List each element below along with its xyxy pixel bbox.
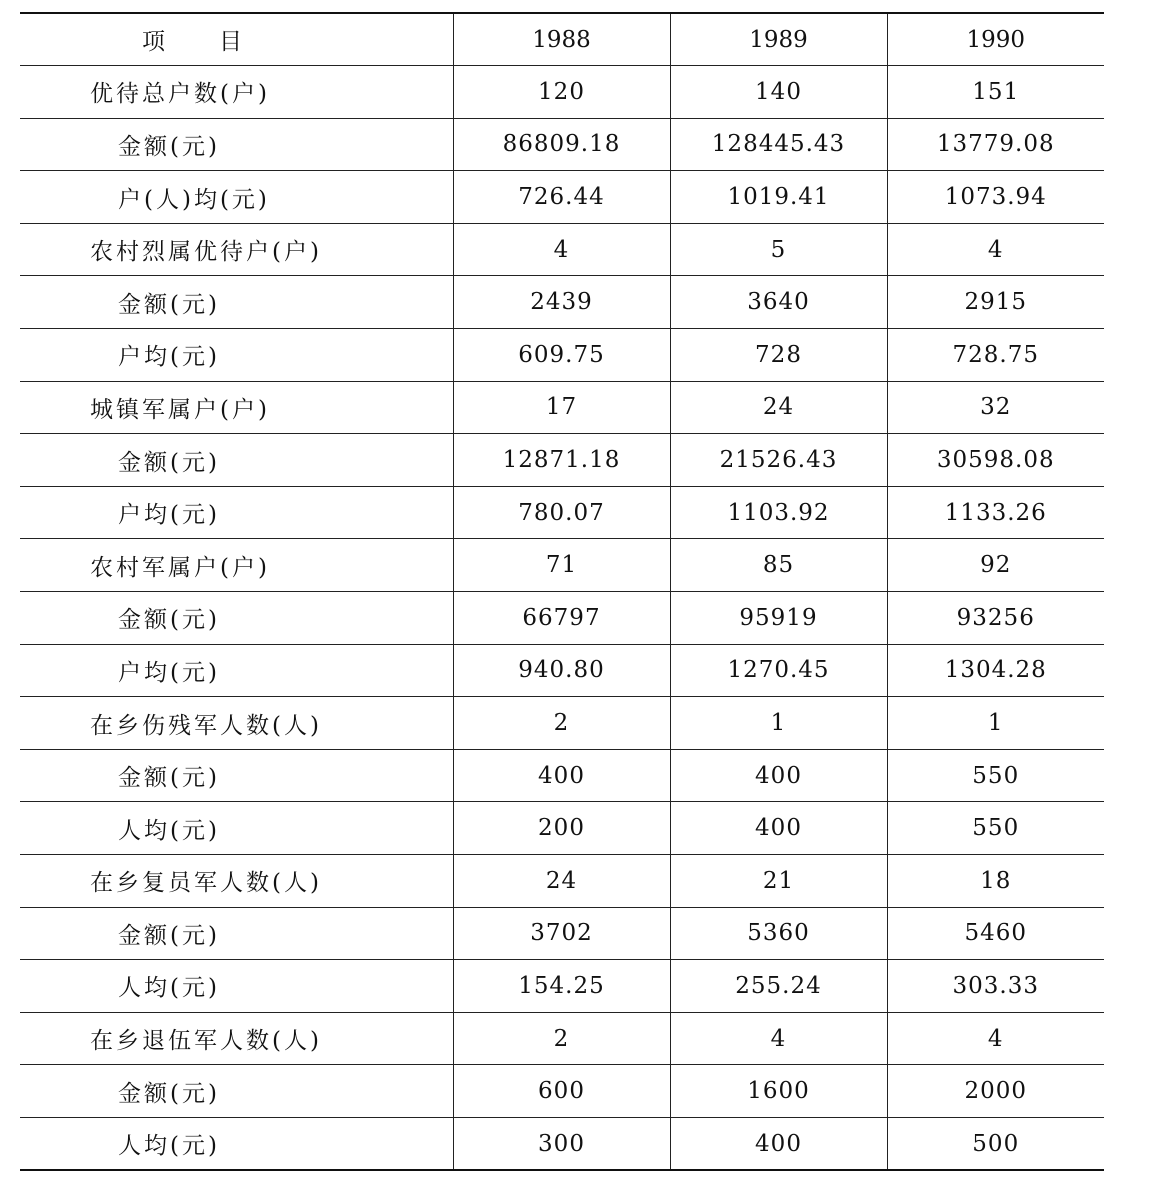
cell-1988: 2439: [453, 276, 670, 329]
table-row: [20, 802, 1104, 855]
cell-1988: 154.25: [453, 960, 670, 1013]
cell-1988: 2: [453, 697, 670, 750]
table-row: [20, 486, 1104, 539]
cell-1988: 400: [453, 749, 670, 802]
header-year-1989: 1989: [670, 13, 887, 66]
row-label: 金额(元): [20, 118, 453, 171]
cell-1989: 4: [670, 1012, 887, 1065]
cell-1990: 32: [887, 381, 1104, 434]
header-item-b: 目: [219, 29, 244, 56]
cell-1989: 3640: [670, 276, 887, 329]
row-label: 优待总户数(户): [20, 66, 453, 119]
table-row: [20, 1117, 1104, 1170]
table-row: [20, 644, 1104, 697]
table-row: [20, 1012, 1104, 1065]
cell-1989: 24: [670, 381, 887, 434]
cell-1989: 140: [670, 66, 887, 119]
cell-1990: 93256: [887, 592, 1104, 645]
data-table: [20, 12, 1104, 1171]
cell-1990: 1133.26: [887, 486, 1104, 539]
cell-1990: 550: [887, 749, 1104, 802]
cell-1988: 940.80: [453, 644, 670, 697]
cell-1988: 2: [453, 1012, 670, 1065]
cell-1988: 12871.18: [453, 434, 670, 487]
cell-1989: 21526.43: [670, 434, 887, 487]
cell-1988: 200: [453, 802, 670, 855]
cell-1988: 600: [453, 1065, 670, 1118]
cell-1988: 66797: [453, 592, 670, 645]
cell-1988: 3702: [453, 907, 670, 960]
row-label: 金额(元): [20, 276, 453, 329]
row-label: 在乡伤残军人数(人): [20, 697, 453, 750]
cell-1988: 726.44: [453, 171, 670, 224]
cell-1989: 400: [670, 1117, 887, 1170]
cell-1989: 21: [670, 855, 887, 908]
table-row: [20, 223, 1104, 276]
cell-1989: 1019.41: [670, 171, 887, 224]
row-label: 户均(元): [20, 644, 453, 697]
row-label: 户均(元): [20, 329, 453, 382]
row-label: 人均(元): [20, 960, 453, 1013]
row-label: 人均(元): [20, 802, 453, 855]
cell-1990: 1073.94: [887, 171, 1104, 224]
cell-1990: 728.75: [887, 329, 1104, 382]
row-label: 在乡退伍军人数(人): [20, 1012, 453, 1065]
cell-1988: 609.75: [453, 329, 670, 382]
header-item: [20, 13, 453, 66]
row-label: 城镇军属户(户): [20, 381, 453, 434]
cell-1990: 500: [887, 1117, 1104, 1170]
cell-1990: 151: [887, 66, 1104, 119]
cell-1988: 120: [453, 66, 670, 119]
cell-1990: 4: [887, 1012, 1104, 1065]
cell-1990: 13779.08: [887, 118, 1104, 171]
header-year-1990: 1990: [887, 13, 1104, 66]
cell-1989: 1103.92: [670, 486, 887, 539]
cell-1990: 1304.28: [887, 644, 1104, 697]
row-label: 农村烈属优待户(户): [20, 223, 453, 276]
row-label: 农村军属户(户): [20, 539, 453, 592]
cell-1990: 18: [887, 855, 1104, 908]
table-row: [20, 855, 1104, 908]
row-label: 金额(元): [20, 907, 453, 960]
cell-1990: 303.33: [887, 960, 1104, 1013]
table-row: [20, 960, 1104, 1013]
table-row: [20, 276, 1104, 329]
cell-1989: 128445.43: [670, 118, 887, 171]
cell-1990: 1: [887, 697, 1104, 750]
cell-1988: 4: [453, 223, 670, 276]
row-label: 金额(元): [20, 434, 453, 487]
table-row: [20, 1065, 1104, 1118]
table-row: [20, 907, 1104, 960]
cell-1990: 2915: [887, 276, 1104, 329]
row-label: 金额(元): [20, 1065, 453, 1118]
table-row: [20, 539, 1104, 592]
cell-1989: 1: [670, 697, 887, 750]
table-row: [20, 381, 1104, 434]
row-label: 金额(元): [20, 749, 453, 802]
cell-1989: 5: [670, 223, 887, 276]
table-row: [20, 66, 1104, 119]
cell-1990: 30598.08: [887, 434, 1104, 487]
header-row: [20, 13, 1104, 66]
table-row: [20, 118, 1104, 171]
cell-1988: 300: [453, 1117, 670, 1170]
cell-1989: 1270.45: [670, 644, 887, 697]
cell-1989: 728: [670, 329, 887, 382]
cell-1990: 92: [887, 539, 1104, 592]
table-row: [20, 697, 1104, 750]
row-label: 人均(元): [20, 1117, 453, 1170]
table-row: [20, 592, 1104, 645]
table-row: [20, 749, 1104, 802]
cell-1990: 2000: [887, 1065, 1104, 1118]
row-label: 户(人)均(元): [20, 171, 453, 224]
table-row: [20, 171, 1104, 224]
cell-1989: 400: [670, 802, 887, 855]
row-label: 金额(元): [20, 592, 453, 645]
header-item-a: 项: [142, 29, 167, 56]
cell-1989: 95919: [670, 592, 887, 645]
cell-1989: 255.24: [670, 960, 887, 1013]
cell-1988: 780.07: [453, 486, 670, 539]
cell-1988: 24: [453, 855, 670, 908]
table-row: [20, 329, 1104, 382]
cell-1988: 71: [453, 539, 670, 592]
cell-1990: 5460: [887, 907, 1104, 960]
cell-1988: 86809.18: [453, 118, 670, 171]
header-year-1988: 1988: [453, 13, 670, 66]
cell-1989: 5360: [670, 907, 887, 960]
cell-1989: 400: [670, 749, 887, 802]
cell-1989: 85: [670, 539, 887, 592]
row-label: 在乡复员军人数(人): [20, 855, 453, 908]
cell-1990: 4: [887, 223, 1104, 276]
table-row: [20, 434, 1104, 487]
cell-1990: 550: [887, 802, 1104, 855]
cell-1988: 17: [453, 381, 670, 434]
cell-1989: 1600: [670, 1065, 887, 1118]
row-label: 户均(元): [20, 486, 453, 539]
